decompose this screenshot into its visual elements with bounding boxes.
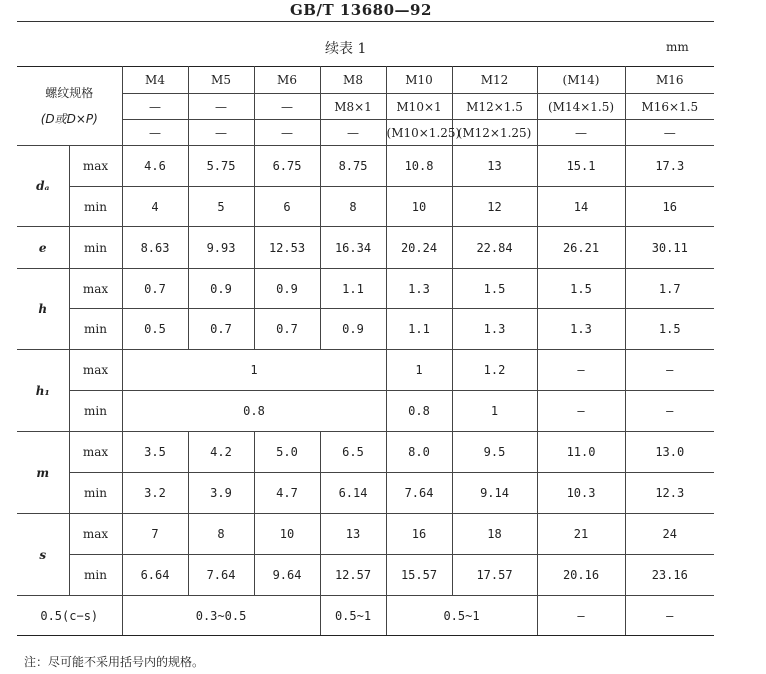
table-row [17,350,714,391]
top-rule [17,21,714,22]
value-cell: 16.34 [320,227,386,269]
value-cell: 1.5 [625,309,714,350]
value-cell: 14 [537,187,625,227]
value-cell: 23.16 [625,555,714,596]
value-cell: — [625,391,714,432]
value-cell: 8.63 [122,227,188,269]
fine-pitch-cell: (M10×1.25) [386,120,452,146]
value-cell: 26.21 [537,227,625,269]
table-row [17,146,714,187]
fine-pitch-cell: — [254,120,320,146]
value-cell: 0.8 [122,391,386,432]
value-cell: 20.24 [386,227,452,269]
value-cell: 8 [320,187,386,227]
param-symbol-da: dₐ [17,146,69,227]
value-cell: 6.75 [254,146,320,187]
fine-pitch-cell: — [188,120,254,146]
fine-pitch-cell: — [254,94,320,120]
size-cell: M16 [625,67,714,94]
value-cell: 6.5 [320,432,386,473]
value-cell: 30.11 [625,227,714,269]
size-cell: (M14) [537,67,625,94]
value-cell: 18 [452,514,537,555]
value-cell: 10.8 [386,146,452,187]
unit-label: mm [666,40,689,54]
value-cell: 6 [254,187,320,227]
spec-label-cn: 螺纹规格 [45,86,94,100]
table-row [17,432,714,473]
limit-label: min [69,187,122,227]
value-cell: 3.5 [122,432,188,473]
param-symbol-h1: h₁ [17,350,69,432]
page-header [0,0,766,18]
size-cell: M6 [254,67,320,94]
limit-label: max [69,514,122,555]
size-cell: M10 [386,67,452,94]
value-cell: 1.1 [320,269,386,309]
fine-pitch-cell: M12×1.5 [452,94,537,120]
value-cell: 0.5~1 [320,596,386,636]
value-cell: 9.64 [254,555,320,596]
value-cell: 12.3 [625,473,714,514]
value-cell: 10.3 [537,473,625,514]
limit-label: min [69,391,122,432]
fine-pitch-cell: M8×1 [320,94,386,120]
value-cell: — [537,596,625,636]
value-cell: 1 [122,350,386,391]
spec-label-formula: (D或D×P) [40,112,98,126]
fine-pitch-cell: — [625,120,714,146]
value-cell: 6.14 [320,473,386,514]
table-row [17,269,714,309]
value-cell: 22.84 [452,227,537,269]
value-cell: 9.93 [188,227,254,269]
value-cell: 13 [452,146,537,187]
footnote: 注：尽可能不采用括号内的规格。 [24,655,205,669]
limit-label: max [69,432,122,473]
value-cell: 3.2 [122,473,188,514]
value-cell: 0.8 [386,391,452,432]
table-row [17,94,714,120]
value-cell: 0.5~1 [386,596,537,636]
value-cell: 0.9 [320,309,386,350]
value-cell: 1.3 [386,269,452,309]
value-cell: 15.1 [537,146,625,187]
value-cell: 4.6 [122,146,188,187]
value-cell: 12.57 [320,555,386,596]
fine-pitch-cell: M16×1.5 [625,94,714,120]
param-symbol-e: e [17,227,69,269]
fine-pitch-cell: — [122,94,188,120]
value-cell: 1.7 [625,269,714,309]
param-label-c-s: 0.5(c−s) [17,596,122,636]
value-cell: 0.3~0.5 [122,596,320,636]
value-cell: 7.64 [188,555,254,596]
fine-pitch-cell: (M12×1.25) [452,120,537,146]
value-cell: 4.7 [254,473,320,514]
param-symbol-s: s [17,514,69,596]
spec-header-cell [17,67,122,146]
value-cell: 0.7 [122,269,188,309]
value-cell: 0.7 [188,309,254,350]
value-cell: 1.3 [452,309,537,350]
value-cell: 12.53 [254,227,320,269]
value-cell: 0.9 [188,269,254,309]
value-cell: 20.16 [537,555,625,596]
standard-number: GB/T 13680—92 [290,1,432,19]
table-row [17,555,714,596]
limit-label: min [69,309,122,350]
value-cell: 21 [537,514,625,555]
value-cell: 0.9 [254,269,320,309]
value-cell: 4.2 [188,432,254,473]
limit-label: min [69,227,122,269]
value-cell: 10 [386,187,452,227]
value-cell: 7 [122,514,188,555]
value-cell: 5.75 [188,146,254,187]
table-caption: 续表 1 [325,41,367,57]
value-cell: 4 [122,187,188,227]
value-cell: 1 [452,391,537,432]
dimension-table [17,66,714,636]
value-cell: 13 [320,514,386,555]
table-row [17,596,714,636]
param-symbol-h: h [17,269,69,350]
table-row [17,187,714,227]
value-cell: 1.5 [452,269,537,309]
value-cell: 24 [625,514,714,555]
table-row [17,67,714,94]
value-cell: 9.14 [452,473,537,514]
table-row [17,514,714,555]
value-cell: 15.57 [386,555,452,596]
fine-pitch-cell: — [122,120,188,146]
fine-pitch-cell: — [188,94,254,120]
value-cell: 1.5 [537,269,625,309]
value-cell: 5 [188,187,254,227]
value-cell: 6.64 [122,555,188,596]
size-cell: M8 [320,67,386,94]
value-cell: 13.0 [625,432,714,473]
fine-pitch-cell: — [320,120,386,146]
value-cell: 11.0 [537,432,625,473]
limit-label: min [69,555,122,596]
value-cell: 16 [386,514,452,555]
limit-label: max [69,350,122,391]
value-cell: 8.75 [320,146,386,187]
value-cell: — [537,391,625,432]
table-row [17,227,714,269]
table-row [17,391,714,432]
value-cell: 5.0 [254,432,320,473]
value-cell: 17.57 [452,555,537,596]
size-cell: M5 [188,67,254,94]
value-cell: 1 [386,350,452,391]
limit-label: max [69,269,122,309]
value-cell: 1.1 [386,309,452,350]
value-cell: 0.7 [254,309,320,350]
value-cell: 17.3 [625,146,714,187]
fine-pitch-cell: — [537,120,625,146]
value-cell: 1.3 [537,309,625,350]
value-cell: 1.2 [452,350,537,391]
fine-pitch-cell: M10×1 [386,94,452,120]
value-cell: — [625,596,714,636]
value-cell: 12 [452,187,537,227]
table-row [17,120,714,146]
size-cell: M12 [452,67,537,94]
value-cell: 8 [188,514,254,555]
value-cell: 16 [625,187,714,227]
value-cell: 10 [254,514,320,555]
fine-pitch-cell: (M14×1.5) [537,94,625,120]
size-cell: M4 [122,67,188,94]
value-cell: — [537,350,625,391]
param-symbol-m: m [17,432,69,514]
value-cell: 3.9 [188,473,254,514]
limit-label: max [69,146,122,187]
value-cell: 8.0 [386,432,452,473]
value-cell: 9.5 [452,432,537,473]
value-cell: — [625,350,714,391]
table-row [17,473,714,514]
table-row [17,309,714,350]
value-cell: 0.5 [122,309,188,350]
limit-label: min [69,473,122,514]
value-cell: 7.64 [386,473,452,514]
